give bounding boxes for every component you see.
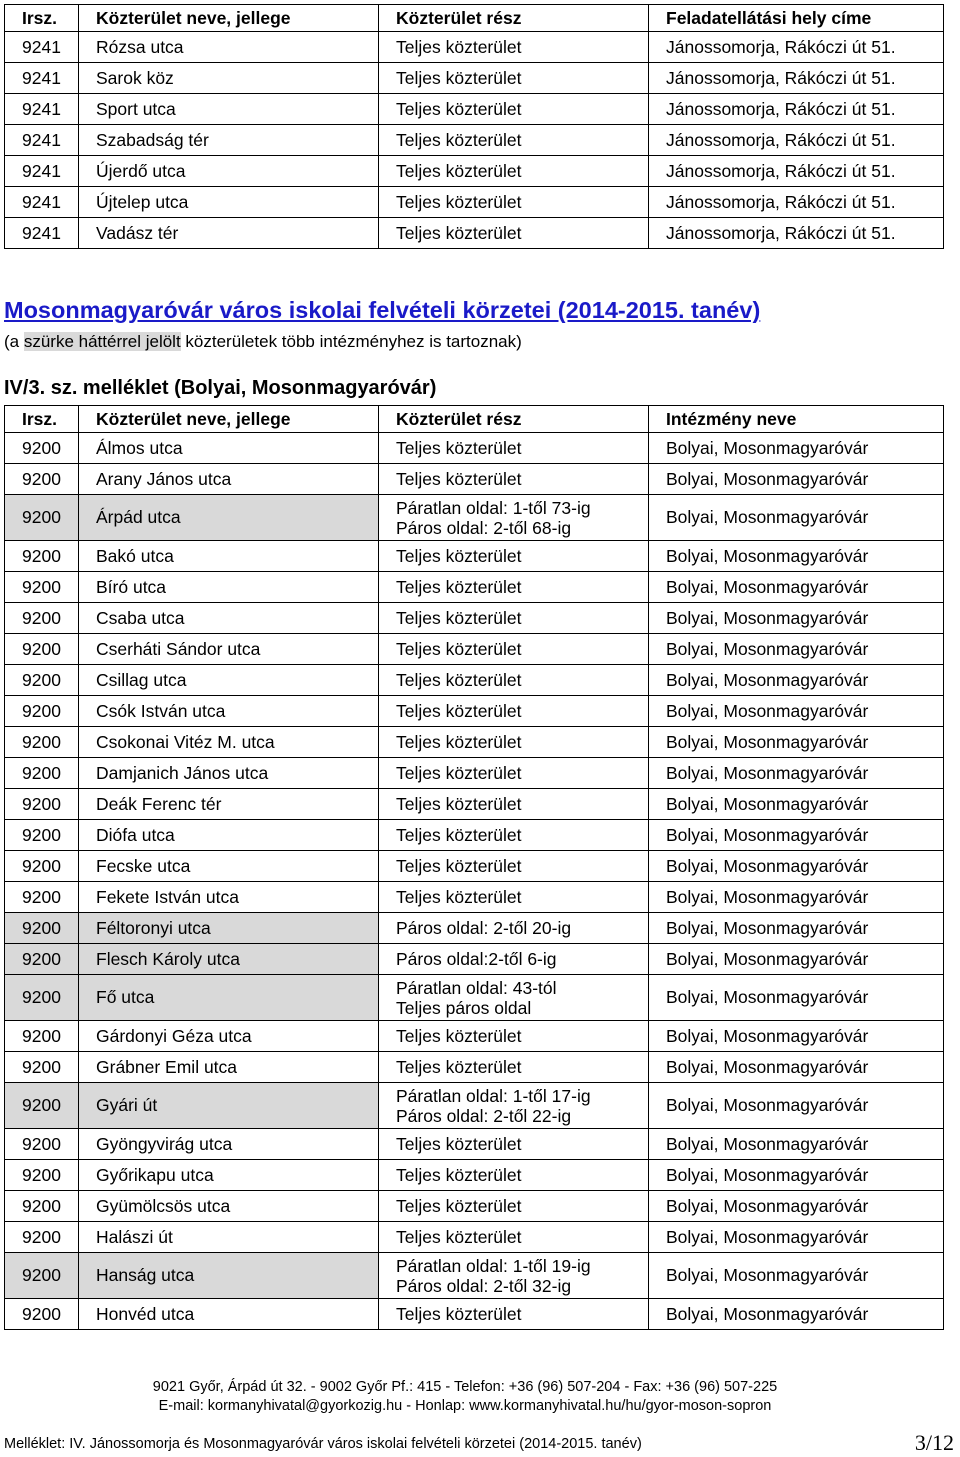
- table-row: [5, 1253, 944, 1299]
- cell-part: [379, 975, 649, 1021]
- cell-part-line: Teljes közterület: [396, 607, 522, 628]
- cell-part-line: Páros oldal:2-től 6-ig: [396, 948, 557, 969]
- cell-institution: Bolyai, Mosonmagyaróvár: [649, 464, 944, 495]
- cell-street: Deák Ferenc tér: [79, 789, 379, 820]
- table-header-row: [5, 406, 944, 433]
- cell-institution: Bolyai, Mosonmagyaróvár: [649, 1253, 944, 1299]
- cell-part: Teljes közterület: [379, 218, 649, 249]
- cell-street: Győrikapu utca: [79, 1160, 379, 1191]
- cell-street: Csillag utca: [79, 665, 379, 696]
- cell-part: [379, 603, 649, 634]
- cell-street: Damjanich János utca: [79, 758, 379, 789]
- cell-street: Féltoronyi utca: [79, 913, 379, 944]
- cell-zip: 9200: [5, 851, 79, 882]
- cell-part: [379, 1191, 649, 1222]
- cell-part-line: Teljes közterület: [396, 1226, 522, 1247]
- cell-zip: 9200: [5, 433, 79, 464]
- cell-zip: 9200: [5, 758, 79, 789]
- cell-part: [379, 789, 649, 820]
- cell-street: Grábner Emil utca: [79, 1052, 379, 1083]
- cell-part-line: Páros oldal: 2-től 68-ig: [396, 517, 572, 538]
- cell-street: Csokonai Vitéz M. utca: [79, 727, 379, 758]
- cell-part: Teljes közterület: [379, 63, 649, 94]
- cell-zip: 9200: [5, 944, 79, 975]
- cell-location: Jánossomorja, Rákóczi út 51.: [649, 32, 944, 63]
- cell-part-line: Teljes közterület: [396, 1056, 522, 1077]
- cell-part: Teljes közterület: [379, 125, 649, 156]
- col-header-part: Közterület rész: [379, 5, 649, 32]
- cell-part: [379, 913, 649, 944]
- cell-institution: Bolyai, Mosonmagyaróvár: [649, 758, 944, 789]
- cell-institution: Bolyai, Mosonmagyaróvár: [649, 1299, 944, 1330]
- table-row: [5, 433, 944, 464]
- cell-zip: 9200: [5, 1083, 79, 1129]
- cell-part-line: Teljes közterület: [396, 545, 522, 566]
- cell-zip: 9200: [5, 1052, 79, 1083]
- cell-zip: 9241: [5, 187, 79, 218]
- cell-street: Cserháti Sándor utca: [79, 634, 379, 665]
- cell-street: Gyöngyvirág utca: [79, 1129, 379, 1160]
- cell-institution: Bolyai, Mosonmagyaróvár: [649, 696, 944, 727]
- cell-part-line: Teljes közterület: [396, 1025, 522, 1046]
- cell-street: Újtelep utca: [79, 187, 379, 218]
- cell-zip: 9200: [5, 1222, 79, 1253]
- cell-part: Teljes közterület: [379, 32, 649, 63]
- table-row: [5, 464, 944, 495]
- shading-note-prefix: (a: [4, 332, 24, 351]
- table-row: [5, 820, 944, 851]
- cell-street: Fecske utca: [79, 851, 379, 882]
- cell-street: Honvéd utca: [79, 1299, 379, 1330]
- cell-part-line: Teljes közterület: [396, 855, 522, 876]
- cell-zip: 9200: [5, 696, 79, 727]
- cell-institution: Bolyai, Mosonmagyaróvár: [649, 495, 944, 541]
- cell-part-line: Teljes közterület: [396, 886, 522, 907]
- cell-zip: 9200: [5, 882, 79, 913]
- cell-institution: Bolyai, Mosonmagyaróvár: [649, 913, 944, 944]
- cell-institution: Bolyai, Mosonmagyaróvár: [649, 1052, 944, 1083]
- cell-street: Csaba utca: [79, 603, 379, 634]
- cell-zip: 9241: [5, 63, 79, 94]
- table-row: [5, 634, 944, 665]
- cell-institution: Bolyai, Mosonmagyaróvár: [649, 665, 944, 696]
- cell-street: Álmos utca: [79, 433, 379, 464]
- cell-zip: 9200: [5, 603, 79, 634]
- table-row: [5, 1191, 944, 1222]
- cell-street: Fő utca: [79, 975, 379, 1021]
- cell-location: Jánossomorja, Rákóczi út 51.: [649, 63, 944, 94]
- table-row: [5, 913, 944, 944]
- cell-institution: Bolyai, Mosonmagyaróvár: [649, 1083, 944, 1129]
- cell-zip: 9200: [5, 634, 79, 665]
- cell-zip: 9200: [5, 1253, 79, 1299]
- cell-zip: 9200: [5, 913, 79, 944]
- table-row: [5, 665, 944, 696]
- cell-zip: 9200: [5, 1129, 79, 1160]
- cell-street: Szabadság tér: [79, 125, 379, 156]
- cell-location: Jánossomorja, Rákóczi út 51.: [649, 218, 944, 249]
- cell-institution: Bolyai, Mosonmagyaróvár: [649, 634, 944, 665]
- cell-part: [379, 1052, 649, 1083]
- cell-part: [379, 727, 649, 758]
- page-number: 3/12: [914, 1430, 954, 1455]
- cell-location: Jánossomorja, Rákóczi út 51.: [649, 187, 944, 218]
- cell-part: [379, 634, 649, 665]
- cell-part: [379, 758, 649, 789]
- cell-part-line: Teljes közterület: [396, 1133, 522, 1154]
- cell-street: Bíró utca: [79, 572, 379, 603]
- cell-zip: 9200: [5, 820, 79, 851]
- cell-part-line: Páratlan oldal: 1-től 17-ig: [396, 1085, 591, 1106]
- table-row: [5, 944, 944, 975]
- annex-title: IV/3. sz. melléklet (Bolyai, Mosonmagyaróvár): [4, 377, 437, 399]
- table-row: [5, 727, 944, 758]
- cell-part-line: Teljes közterület: [396, 731, 522, 752]
- cell-street: Sport utca: [79, 94, 379, 125]
- cell-zip: 9200: [5, 464, 79, 495]
- cell-zip: 9200: [5, 975, 79, 1021]
- cell-part-line: Páratlan oldal: 43-tól: [396, 977, 557, 998]
- table-row: [5, 63, 944, 94]
- cell-street: Csók István utca: [79, 696, 379, 727]
- cell-zip: 9200: [5, 1021, 79, 1052]
- table-row: [5, 156, 944, 187]
- cell-institution: Bolyai, Mosonmagyaróvár: [649, 727, 944, 758]
- cell-zip: 9200: [5, 1191, 79, 1222]
- table-row: [5, 572, 944, 603]
- cell-street: Gyári út: [79, 1083, 379, 1129]
- col-header-street: Közterület neve, jellege: [79, 5, 379, 32]
- cell-zip: 9200: [5, 1299, 79, 1330]
- cell-part-line: Teljes közterület: [396, 700, 522, 721]
- cell-part: [379, 944, 649, 975]
- cell-part-line: Páros oldal: 2-től 22-ig: [396, 1105, 572, 1126]
- cell-zip: 9241: [5, 32, 79, 63]
- cell-part-line: Teljes közterület: [396, 437, 522, 458]
- table-row: [5, 1222, 944, 1253]
- cell-part-line: Teljes közterület: [396, 669, 522, 690]
- col-header-location: Feladatellátási hely címe: [649, 5, 944, 32]
- cell-part: [379, 572, 649, 603]
- cell-street: Flesch Károly utca: [79, 944, 379, 975]
- cell-part-line: Teljes közterület: [396, 638, 522, 659]
- table-row: [5, 94, 944, 125]
- page-title: Mosonmagyaróvár város iskolai felvételi körzetei (2014-2015. tanév): [4, 297, 761, 323]
- col-header-zip: Irsz.: [5, 406, 79, 433]
- cell-part-line: Páros oldal: 2-től 20-ig: [396, 917, 572, 938]
- cell-institution: Bolyai, Mosonmagyaróvár: [649, 1021, 944, 1052]
- cell-street: Halászi út: [79, 1222, 379, 1253]
- cell-part-line: Teljes közterület: [396, 1195, 522, 1216]
- cell-institution: Bolyai, Mosonmagyaróvár: [649, 1160, 944, 1191]
- cell-zip: 9241: [5, 156, 79, 187]
- cell-part: [379, 433, 649, 464]
- cell-zip: 9200: [5, 665, 79, 696]
- table-row: [5, 1129, 944, 1160]
- cell-part: [379, 851, 649, 882]
- table-row: [5, 495, 944, 541]
- footer-caption: Melléklet: IV. Jánossomorja és Mosonmagyaróvár város iskolai felvételi körzetei (2014-2015. tanév): [4, 1436, 642, 1452]
- cell-part: [379, 1083, 649, 1129]
- cell-location: Jánossomorja, Rákóczi út 51.: [649, 156, 944, 187]
- cell-part: [379, 1129, 649, 1160]
- cell-zip: 9241: [5, 94, 79, 125]
- cell-street: Bakó utca: [79, 541, 379, 572]
- cell-part: [379, 464, 649, 495]
- table-row: [5, 1083, 944, 1129]
- cell-street: Hanság utca: [79, 1253, 379, 1299]
- table-janossomorja: [4, 4, 944, 249]
- cell-part: [379, 1299, 649, 1330]
- cell-part: [379, 495, 649, 541]
- col-header-institution: Intézmény neve: [649, 406, 944, 433]
- cell-institution: Bolyai, Mosonmagyaróvár: [649, 433, 944, 464]
- col-header-part: Közterület rész: [379, 406, 649, 433]
- cell-institution: Bolyai, Mosonmagyaróvár: [649, 789, 944, 820]
- cell-institution: Bolyai, Mosonmagyaróvár: [649, 820, 944, 851]
- cell-part: [379, 1253, 649, 1299]
- cell-part-line: Teljes közterület: [396, 762, 522, 783]
- cell-location: Jánossomorja, Rákóczi út 51.: [649, 94, 944, 125]
- cell-institution: Bolyai, Mosonmagyaróvár: [649, 851, 944, 882]
- cell-street: Arany János utca: [79, 464, 379, 495]
- table-row: [5, 851, 944, 882]
- cell-institution: Bolyai, Mosonmagyaróvár: [649, 882, 944, 913]
- cell-part: [379, 1222, 649, 1253]
- cell-street: Rózsa utca: [79, 32, 379, 63]
- cell-part-line: Teljes közterület: [396, 1164, 522, 1185]
- table-row: [5, 975, 944, 1021]
- cell-part-line: Teljes közterület: [396, 1303, 522, 1324]
- cell-institution: Bolyai, Mosonmagyaróvár: [649, 1222, 944, 1253]
- table-row: [5, 1299, 944, 1330]
- table-row: [5, 758, 944, 789]
- cell-street: Vadász tér: [79, 218, 379, 249]
- cell-institution: Bolyai, Mosonmagyaróvár: [649, 1191, 944, 1222]
- cell-institution: Bolyai, Mosonmagyaróvár: [649, 541, 944, 572]
- cell-street: Gyümölcsös utca: [79, 1191, 379, 1222]
- cell-street: Sarok köz: [79, 63, 379, 94]
- cell-part: [379, 882, 649, 913]
- shading-note-highlight: szürke háttérrel jelölt: [23, 332, 181, 351]
- cell-part-line: Páros oldal: 2-től 32-ig: [396, 1275, 572, 1296]
- cell-zip: 9241: [5, 125, 79, 156]
- table-row: [5, 789, 944, 820]
- cell-part-line: Teljes közterület: [396, 576, 522, 597]
- cell-location: Jánossomorja, Rákóczi út 51.: [649, 125, 944, 156]
- shading-note: [4, 332, 522, 352]
- table-row: [5, 696, 944, 727]
- table-row: [5, 882, 944, 913]
- cell-part: [379, 1021, 649, 1052]
- cell-part: Teljes közterület: [379, 156, 649, 187]
- cell-part-line: Páratlan oldal: 1-től 19-ig: [396, 1255, 591, 1276]
- cell-zip: 9200: [5, 727, 79, 758]
- table-row: [5, 1052, 944, 1083]
- cell-part-line: Teljes közterület: [396, 824, 522, 845]
- cell-part: [379, 541, 649, 572]
- footer-address: 9021 Győr, Árpád út 32. - 9002 Győr Pf.: 415 - Telefon: +36 (96) 507-204 - Fax: +36 (96) 507-225: [152, 1379, 778, 1395]
- cell-street: Fekete István utca: [79, 882, 379, 913]
- cell-part-line: Teljes páros oldal: [396, 997, 532, 1018]
- table-header-row: [5, 5, 944, 32]
- table-row: [5, 541, 944, 572]
- cell-institution: Bolyai, Mosonmagyaróvár: [649, 944, 944, 975]
- cell-part: Teljes közterület: [379, 187, 649, 218]
- cell-street: Árpád utca: [79, 495, 379, 541]
- table-row: [5, 1021, 944, 1052]
- cell-zip: 9200: [5, 789, 79, 820]
- cell-institution: Bolyai, Mosonmagyaróvár: [649, 975, 944, 1021]
- cell-institution: Bolyai, Mosonmagyaróvár: [649, 572, 944, 603]
- cell-zip: 9200: [5, 572, 79, 603]
- cell-zip: 9200: [5, 1160, 79, 1191]
- table-row: [5, 125, 944, 156]
- cell-institution: Bolyai, Mosonmagyaróvár: [649, 603, 944, 634]
- cell-zip: 9241: [5, 218, 79, 249]
- cell-part: [379, 696, 649, 727]
- cell-zip: 9200: [5, 495, 79, 541]
- footer-contact: E-mail: kormanyhivatal@gyorkozig.hu - Honlap: www.kormanyhivatal.hu/hu/gyor-moson-sopron: [158, 1398, 772, 1414]
- cell-street: Gárdonyi Géza utca: [79, 1021, 379, 1052]
- table-row: [5, 603, 944, 634]
- cell-part: Teljes közterület: [379, 94, 649, 125]
- table-bolyai: [4, 405, 944, 1330]
- cell-part-line: Páratlan oldal: 1-től 73-ig: [396, 497, 591, 518]
- col-header-zip: Irsz.: [5, 5, 79, 32]
- cell-street: Újerdő utca: [79, 156, 379, 187]
- cell-street: Diófa utca: [79, 820, 379, 851]
- cell-part-line: Teljes közterület: [396, 468, 522, 489]
- table-row: [5, 1160, 944, 1191]
- cell-part: [379, 1160, 649, 1191]
- cell-institution: Bolyai, Mosonmagyaróvár: [649, 1129, 944, 1160]
- cell-part: [379, 820, 649, 851]
- table-row: [5, 218, 944, 249]
- table-row: [5, 32, 944, 63]
- shading-note-suffix: közterületek több intézményhez is tartoznak): [180, 332, 522, 351]
- col-header-street: Közterület neve, jellege: [79, 406, 379, 433]
- cell-part-line: Teljes közterület: [396, 793, 522, 814]
- cell-zip: 9200: [5, 541, 79, 572]
- cell-part: [379, 665, 649, 696]
- table-row: [5, 187, 944, 218]
